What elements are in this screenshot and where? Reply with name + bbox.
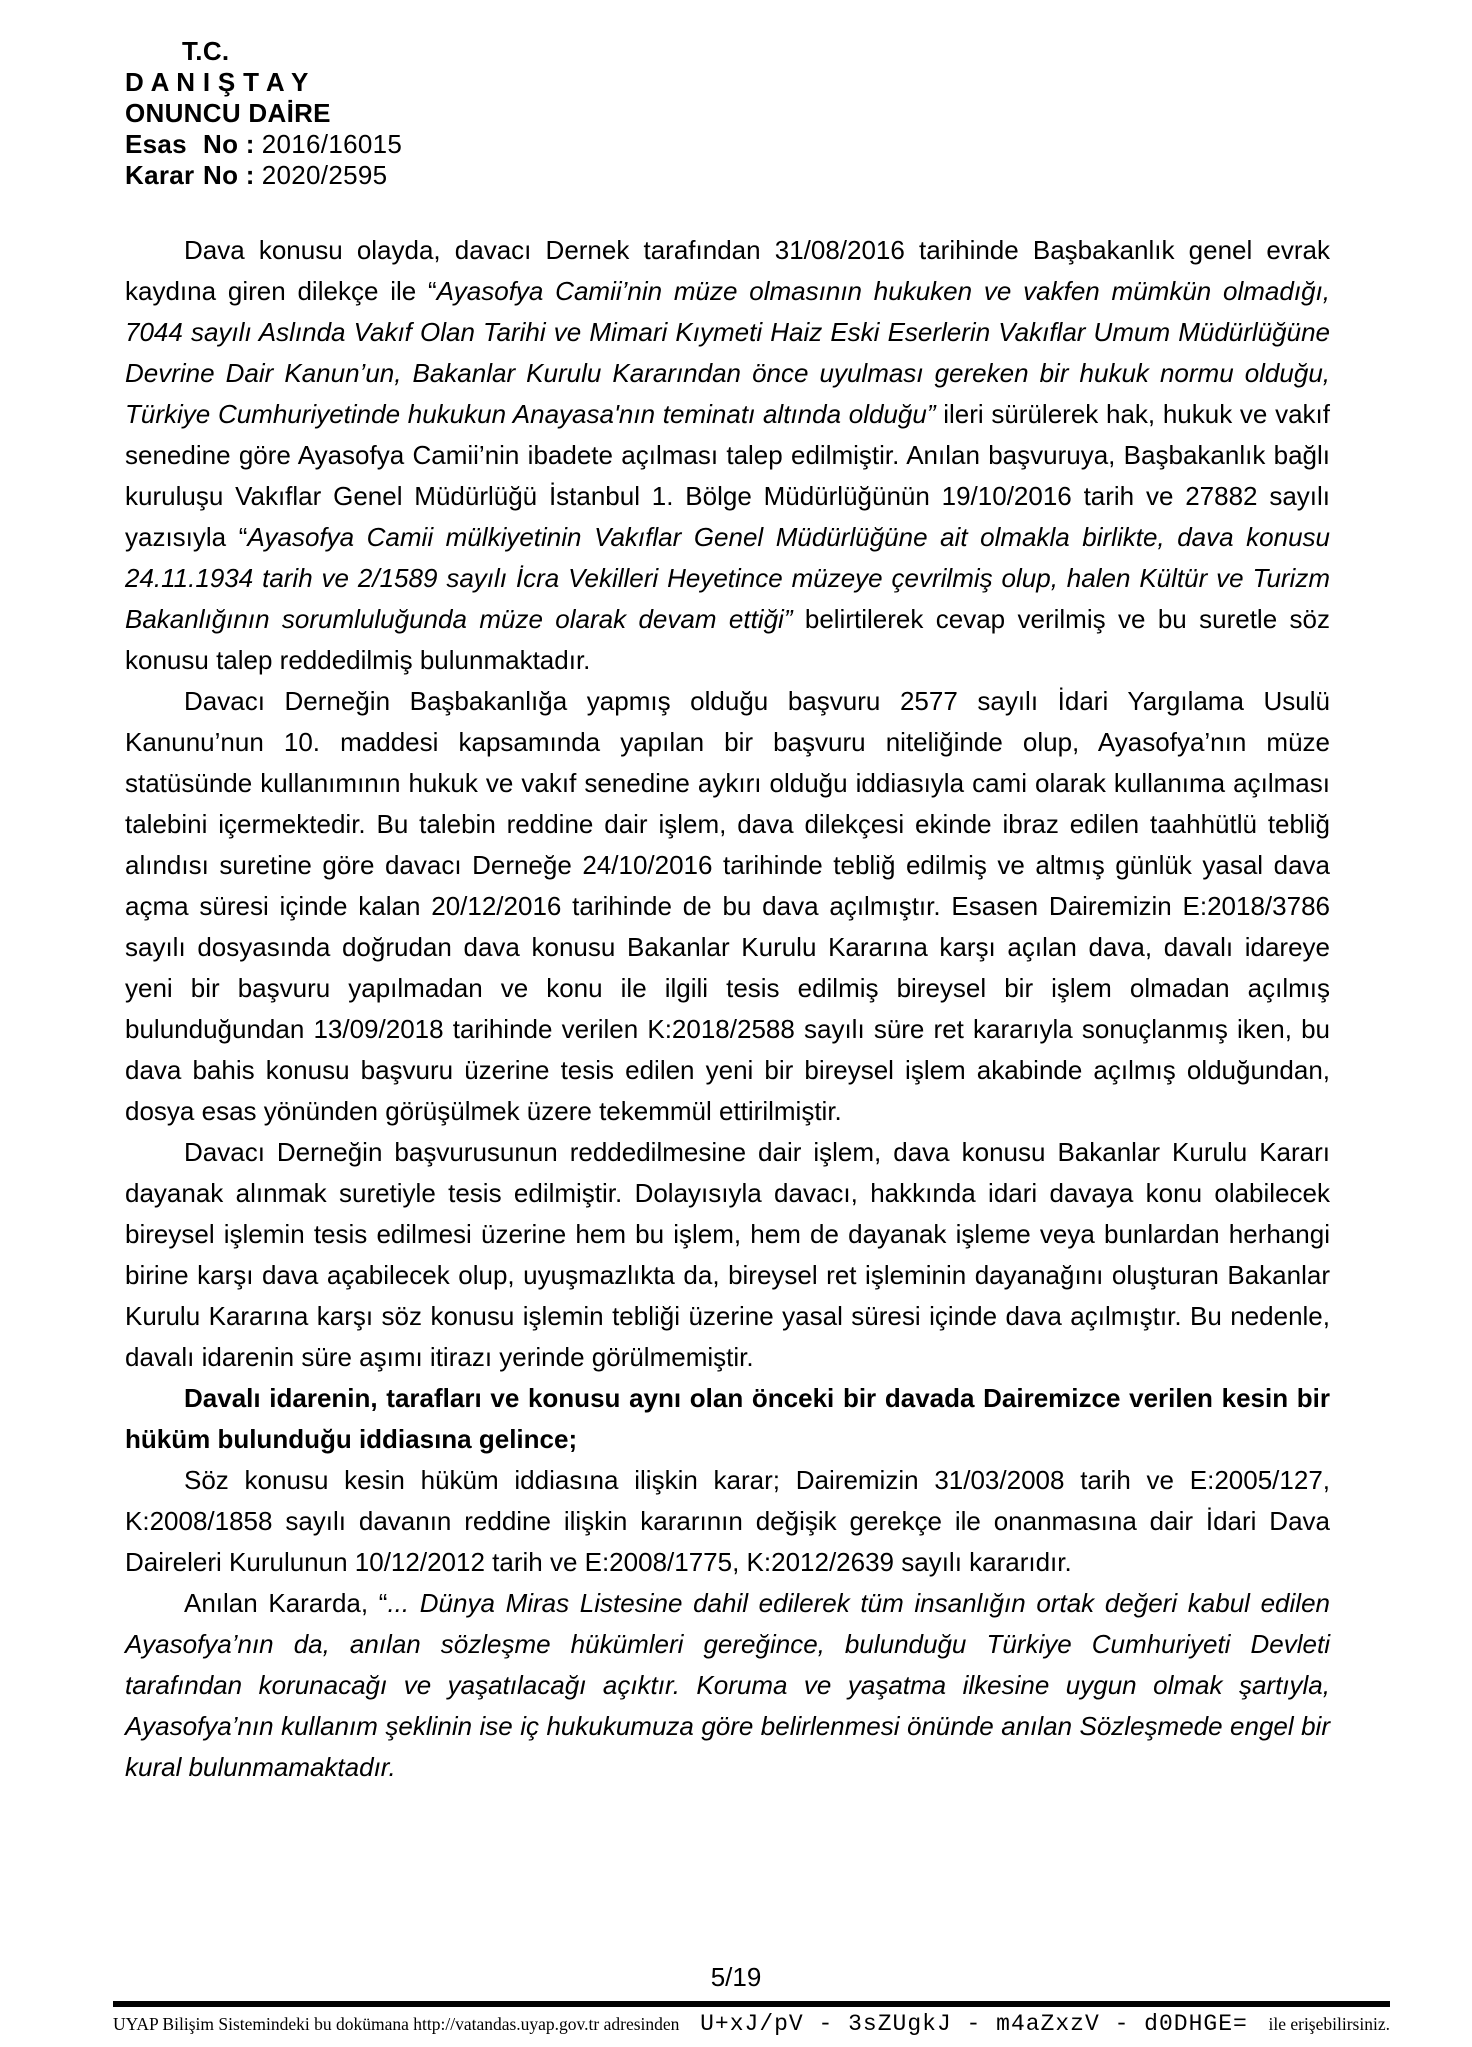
decision-body-text [125, 230, 1330, 1788]
footer-divider-rule [113, 2001, 1390, 2007]
karar-number-value: 2020/2595 [261, 160, 388, 190]
uyap-access-suffix: ile erişebilirsiniz. [1268, 2014, 1390, 2034]
paragraph-2 [125, 681, 1330, 1132]
paragraph-3 [125, 1132, 1330, 1378]
p1-segment-1: Dava konusu olayda, davacı Dernek tarafından 31/08/2016 tarihinde Başbakanlık genel evrak kaydına giren dilekçe ile “ [125, 235, 1330, 306]
p1-segment-5: belirtilerek cevap verilmiş ve bu suretle söz konusu talep reddedilmiş bulunmaktadır. [125, 604, 1331, 675]
paragraph-4-bold-heading: Davalı idarenin, tarafları ve konusu aynı olan önceki bir davada Dairemizce verilen kesin bir hüküm bulunduğu iddiasına gelince; [125, 1383, 1330, 1454]
p3-text: Davacı Derneğin başvurusunun reddedilmesine dair işlem, dava konusu Bakanlar Kurulu Kararı dayanak alınmak suretiyle tesis edilmiştir. Dolayısıyla davacı, hakkında idari davaya konu olabilecek bireysel işlemin tesis edilmesi üzerine hem bu işlem, hem de dayanak işleme veya bunlardan herhangi birine karşı dava açabilecek olup, uyuşmazlıkta da, bireysel ret işleminin dayanağını oluşturan Bakanlar Kurulu Kararına karşı söz konusu işlemin tebliği üzerine yasal süresi içinde dava açılmıştır. Bu nedenle, davalı idarenin süre aşımı itirazı yerinde görülmemiştir. [125, 1137, 1330, 1372]
court-header [125, 36, 402, 191]
esas-number-row [125, 129, 402, 160]
p1-quoted-reply: Ayasofya Camii mülkiyetinin Vakıflar Genel Müdürlüğüne ait olmakla birlikte, dava konusu 24.11.1934 tarih ve 2/1589 sayılı İcra Vekilleri Heyetince müzeye çevrilmiş olup, halen Kültür ve Turizm Bakanlığının sorumluluğunda müze olarak devam ettiği” [125, 522, 1330, 634]
p2-text: Davacı Derneğin Başbakanlığa yapmış olduğu başvuru 2577 sayılı İdari Yargılama Usulü Kanunu’nun 10. maddesi kapsamında yapılan bir başvuru niteliğinde olup, Ayasofya’nın müze statüsünde kullanımının hukuk ve vakıf senedine aykırı olduğu iddiasıyla cami olarak kullanıma açılması talebini içermektedir. Bu talebin reddine dair işlem, dava dilekçesi ekinde ibraz edilen taahhütlü tebliğ alındısı suretine göre davacı Derneğe 24/10/2016 tarihinde tebliğ edilmiş ve altmış günlük yasal dava açma süresi içinde kalan 20/12/2016 tarihinde de bu dava açılmıştır. Esasen Dairemizin E:2018/3786 sayılı dosyasında doğrudan dava konusu Bakanlar Kurulu Kararına karşı açılan dava, davalı idareye yeni bir başvuru yapılmadan ve konu ile ilgili tesis edilmiş bireysel bir işlem olmadan açılmış bulunduğundan 13/09/2018 tarihinde verilen K:2018/2588 sayılı süre ret kararıyla sonuçlanmış iken, bu dava bahis konusu başvuru üzerine tesis edilen yeni bir bireysel işlem akabinde açılmış olduğundan, dosya esas yönünden görüşülmek üzere tekemmül ettirilmiştir. [125, 686, 1330, 1126]
paragraph-1 [125, 230, 1330, 681]
paragraph-5 [125, 1460, 1330, 1583]
karar-number-row [125, 160, 402, 191]
republic-abbreviation: T.C. [182, 36, 230, 66]
esas-number-value: 2016/16015 [261, 129, 403, 159]
chamber-name: ONUNCU DAİRE [125, 98, 331, 128]
uyap-access-prefix: UYAP Bilişim Sistemindeki bu dokümana http://vatandas.uyap.gov.tr adresinden [113, 2014, 680, 2034]
paragraph-6 [125, 1583, 1330, 1788]
court-name: D A N I Ş T A Y [125, 67, 309, 97]
p5-text: Söz konusu kesin hüküm iddiasına ilişkin karar; Dairemizin 31/03/2008 tarih ve E:2005/127, K:2008/1858 sayılı davanın reddine ilişkin kararının değişik gerekçe ile onanmasına dair İdari Dava Daireleri Kurulunun 10/12/2012 tarih ve E:2008/1775, K:2012/2639 sayılı kararıdır. [125, 1465, 1330, 1577]
esas-label: Esas [125, 129, 187, 159]
karar-no-label: No : [203, 160, 255, 190]
page-number: 5/19 [710, 1962, 762, 1992]
p6-quoted-ruling: ... Dünya Miras Listesine dahil edilerek tüm insanlığın ortak değeri kabul edilen Ayasofya’nın da, anılan sözleşme hükümleri gereğince, bulunduğu Türkiye Cumhuriyeti Devleti tarafından korunacağı ve yaşatılacağı açıktır. Koruma ve yaşatma ilkesine uygun olmak şartıyla, Ayasofya’nın kullanım şeklinin ise iç hukukumuza göre belirlenmesi önünde anılan Sözleşmede engel bir kural bulunmamaktadır. [125, 1588, 1330, 1782]
esas-no-label: No : [203, 129, 255, 159]
uyap-verification-code: U+xJ/pV - 3sZUgkJ - m4aZxzV - d0DHGE= [700, 2011, 1248, 2037]
p6-segment-1: Anılan Kararda, “ [184, 1588, 388, 1618]
p1-segment-3: ileri sürülerek hak, hukuk ve vakıf senedine göre Ayasofya Camii’nin ibadete açılması talep edilmiştir. Anılan başvuruya, Başbakanlık bağlı kuruluşu Vakıflar Genel Müdürlüğü İstanbul 1. Bölge Müdürlüğünün 19/10/2016 tarih ve 27882 sayılı yazısıyla “ [125, 399, 1330, 552]
karar-label: Karar [125, 160, 195, 190]
uyap-access-line [113, 2011, 1390, 2037]
p1-quoted-claim: Ayasofya Camii’nin müze olmasının hukuken ve vakfen mümkün olmadığı, 7044 sayılı Aslında Vakıf Olan Tarihi ve Mimari Kıymeti Haiz Eski Eserlerin Vakıflar Umum Müdürlüğüne Devrine Dair Kanun’un, Bakanlar Kurulu Kararından önce uyulması gereken bir hukuk normu olduğu, Türkiye Cumhuriyetinde hukukun Anayasa'nın teminatı altında olduğu” [125, 276, 1330, 429]
